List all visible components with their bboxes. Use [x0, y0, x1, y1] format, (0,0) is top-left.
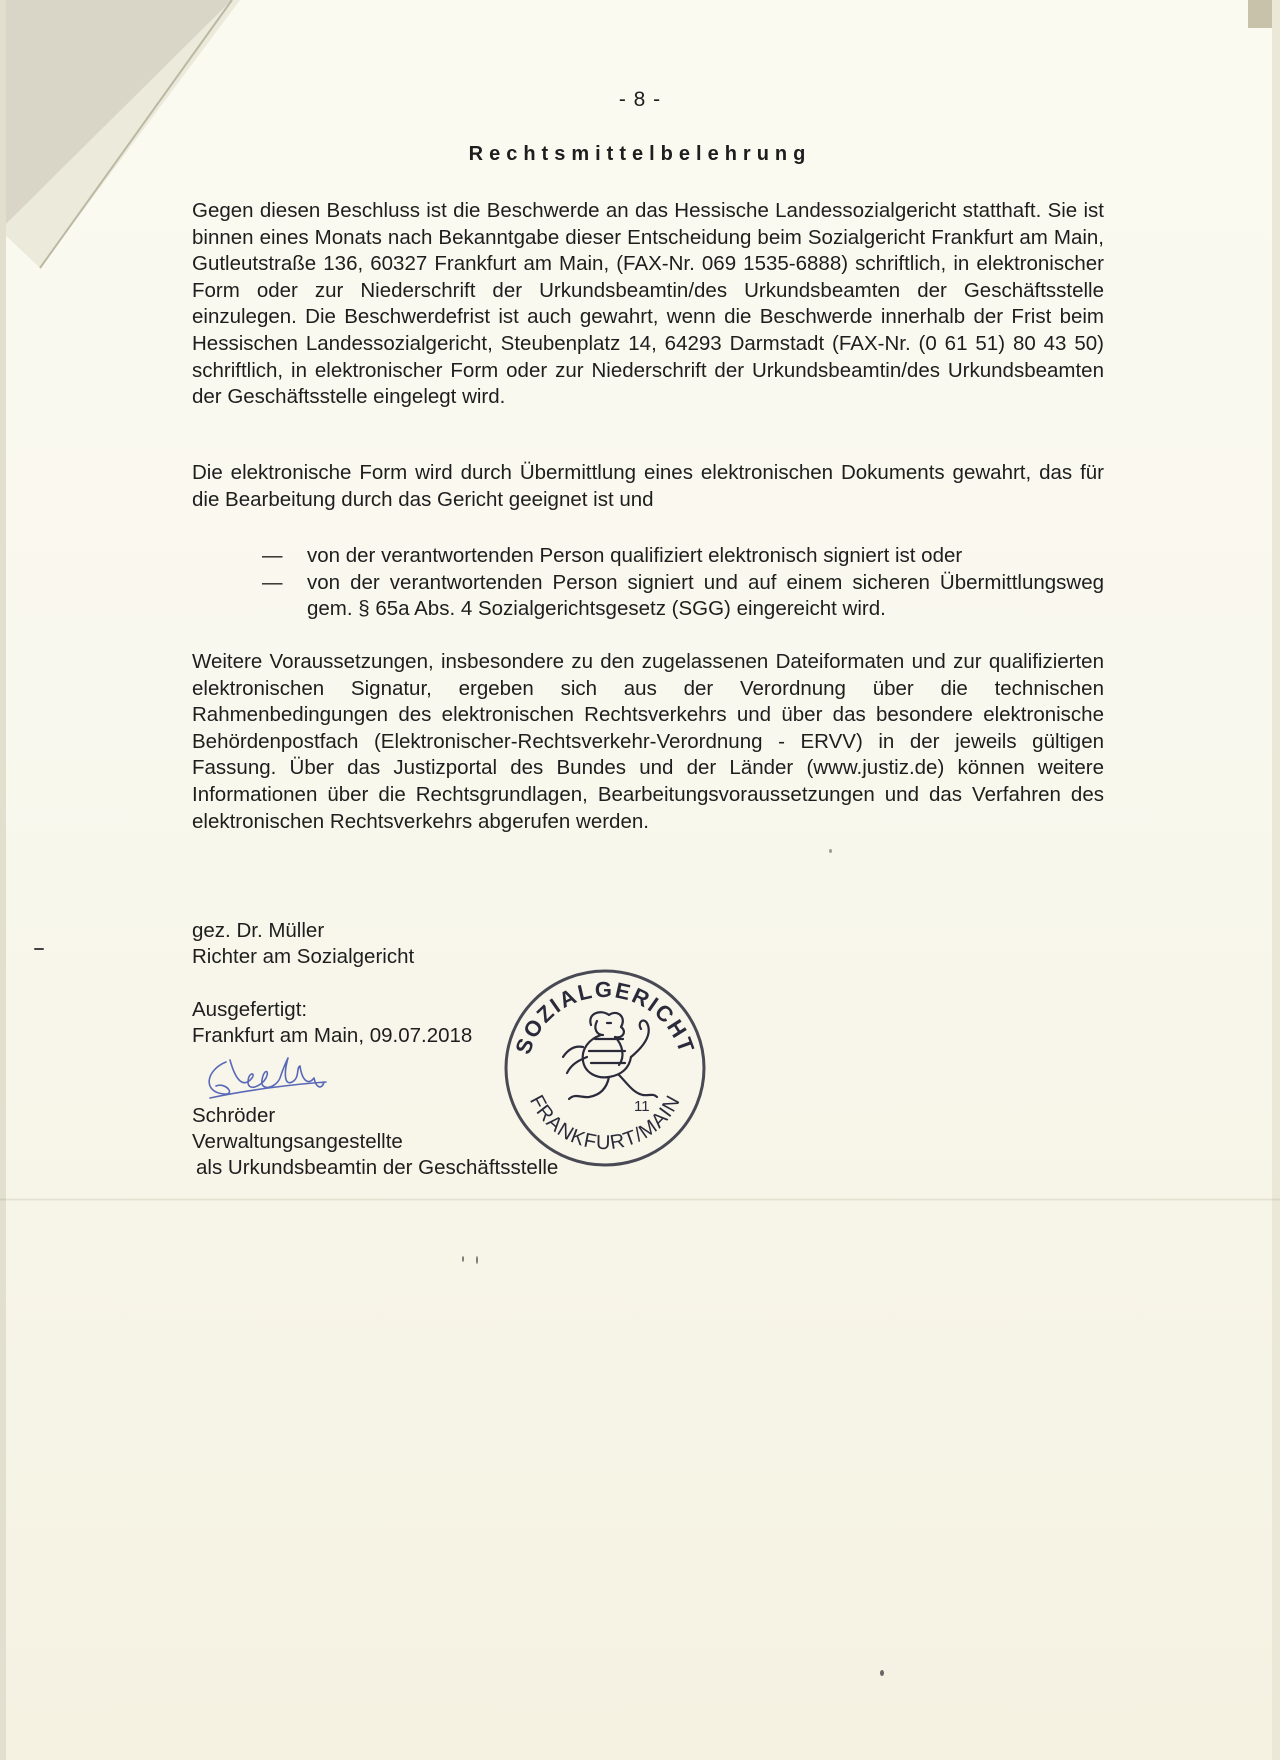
signatory-title: Richter am Sozialgericht: [192, 945, 415, 968]
section-heading: Rechtsmittelbelehrung: [468, 143, 812, 165]
list-item-text: von der verantwortenden Person qualifiziert elektronisch signiert ist oder: [307, 544, 963, 567]
issuer-role: Verwaltungsangestellte: [192, 1130, 403, 1153]
scan-speck: [880, 1670, 884, 1676]
list-item-text: von der verantwortenden Person signiert und auf einem sicheren Übermittlungsweg gem. § 65a Abs. 4 Sozialgerichtsgesetz (SGG) eingereicht wird.: [307, 570, 1104, 621]
signatory-name: gez. Dr. Müller: [192, 919, 325, 942]
lion-emblem-icon: [563, 1012, 657, 1099]
list-item: [262, 570, 1104, 623]
stamp-number: 11: [634, 1098, 650, 1115]
issued-place-date: Frankfurt am Main, 09.07.2018: [192, 1024, 473, 1047]
scan-speck: [829, 849, 832, 853]
stamp-bottom-text: FRANKFURT/MAIN: [525, 1091, 685, 1155]
issued-label: Ausgefertigt:: [192, 998, 308, 1021]
issuer-name: Schröder: [192, 1104, 276, 1127]
page-number: - 8 -: [618, 88, 662, 111]
list-item: [262, 543, 1104, 570]
paragraph-appeal-instructions: Gegen diesen Beschluss ist die Beschwerde an das Hessische Landessozialgericht statthaft. Sie ist binnen eines Monats nach Bekanntgabe dieser Entscheidung beim Sozialgericht Frankfurt am Main, Gutleutstraße 136, 60327 Frankfurt am Main, (FAX-Nr. 069 1535-6888) schriftlich, in elektronischer Form oder zur Niederschrift der Urkundsbeamtin/des Urkundsbeamten der Geschäftsstelle einzulegen. Die Beschwerdefrist ist auch gewahrt, wenn die Beschwerde innerhalb der Frist beim Hessischen Landessozialgericht, Steubenplatz 14, 64293 Darmstadt (FAX-Nr. (0 61 51) 80 43 50) schriftlich, in elektronischer Form oder zur Niederschrift der Urkundsbeamtin/des Urkundsbeamten der Geschäftsstelle eingelegt wird.: [192, 199, 1104, 409]
scan-speck: [476, 1256, 478, 1264]
issuer-role-detail: als Urkundsbeamtin der Geschäftsstelle: [196, 1156, 559, 1179]
scan-speck: [34, 948, 44, 950]
paper-fold-line: [0, 1198, 1280, 1201]
paragraph-further-requirements: Weitere Voraussetzungen, insbesondere zu den zugelassenen Dateiformaten und zur qualifizierten elektronischen Signatur, ergeben sich aus der Verordnung über die technischen Rahmenbedingungen des elektronischen Rechtsverkehrs und über das besondere elektronische Behördenpostfach (Elektronischer-Rechtsverkehr-Verordnung - ERVV) in der jeweils gültigen Fassung. Über das Justizportal des Bundes und der Länder (www.justiz.de) können weitere Informationen über die Rechtsgrundlagen, Bearbeitungsvoraussetzungen und das Verfahren des elektronischen Rechtsverkehrs abgerufen werden.: [192, 650, 1104, 833]
requirements-list: [262, 543, 1104, 623]
bullet-dash: —: [262, 544, 283, 567]
paragraph-electronic-form: Die elektronische Form wird durch Übermittlung eines elektronischen Dokuments gewahrt, das für die Bearbeitung durch das Gericht geeignet ist und: [192, 461, 1104, 511]
stamp-top-text: SOZIALGERICHT: [510, 976, 700, 1058]
bullet-dash: —: [262, 570, 283, 594]
scan-speck: [462, 1256, 464, 1262]
handwritten-signature: [196, 1052, 356, 1102]
court-seal-stamp: [497, 965, 712, 1170]
